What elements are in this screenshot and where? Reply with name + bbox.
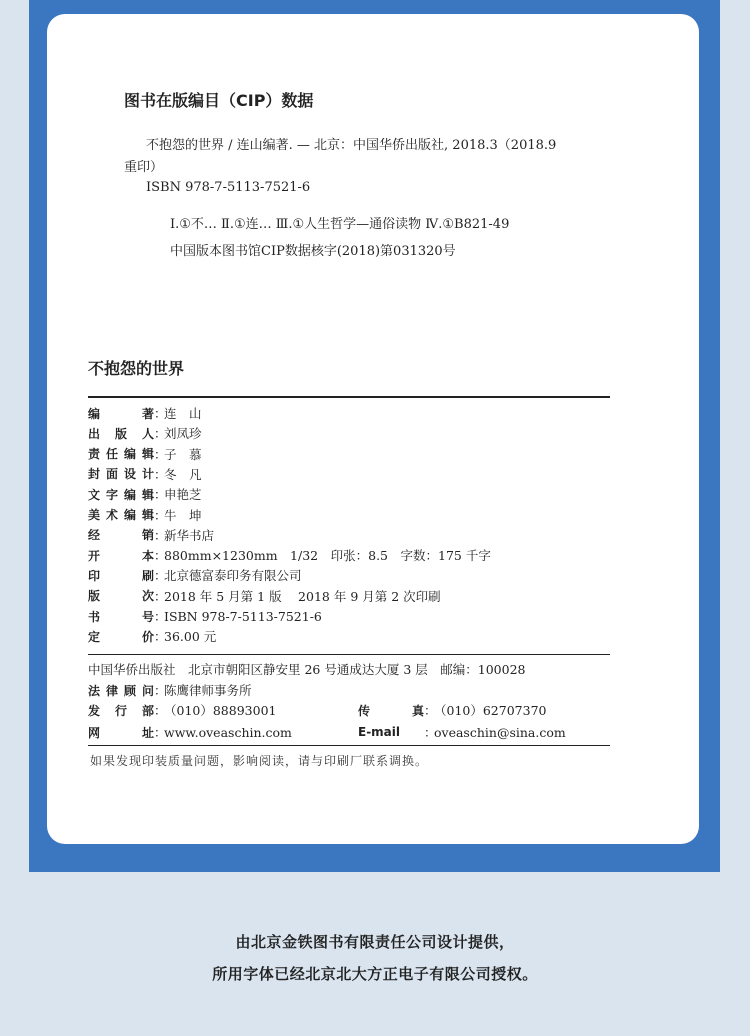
- detail-row: 经销 ： 新华书店: [88, 527, 215, 543]
- detail-row: 书号 ： ISBN 978-7-5113-7521-6: [88, 608, 322, 624]
- legal-row: 法律顾问 ： 陈鹰律师事务所: [88, 683, 252, 698]
- divider: [88, 396, 610, 398]
- detail-row: 出版人 ： 刘凤珍: [88, 426, 202, 442]
- legal-value: 陈鹰律师事务所: [164, 683, 252, 698]
- detail-label: 责任编辑: [88, 447, 154, 462]
- detail-row: 编著 ： 连 山: [88, 406, 202, 421]
- publisher-address: 中国华侨出版社 北京市朝阳区静安里 26 号通成达大厦 3 层 邮编：100028: [88, 662, 526, 677]
- detail-row: 文字编辑 ： 申艳芝: [88, 487, 202, 503]
- detail-row: 版次 ： 2018 年 5 月第 1 版 2018 年 9 月第 2 次印刷: [88, 588, 441, 604]
- detail-value: 申艳芝: [164, 487, 202, 503]
- detail-value: 牛 坤: [164, 507, 202, 523]
- detail-label: 经销: [88, 528, 154, 543]
- detail-label: 印刷: [88, 568, 154, 583]
- footer-line-2: 所用字体已经北京北大方正电子有限公司授权。: [212, 965, 538, 983]
- detail-label: 开本: [88, 548, 154, 563]
- detail-label: 书号: [88, 609, 154, 624]
- book-title: 不抱怨的世界: [88, 359, 185, 378]
- quality-note: 如果发现印装质量问题，影响阅读，请与印刷厂联系调换。: [90, 754, 429, 768]
- detail-label: 出版人: [88, 426, 154, 441]
- web-label: 网 址: [88, 725, 154, 740]
- web-value: www.oveaschin.com: [164, 724, 292, 740]
- detail-value: 北京德富泰印务有限公司: [164, 568, 302, 584]
- cip-library-no: 中国版本图书馆CIP数据核字(2018)第031320号: [170, 244, 456, 259]
- footer-line-1: 由北京金铁图书有限责任公司设计提供，: [235, 933, 515, 951]
- detail-row: 开本 ： 880mm×1230mm 1/32 印张：8.5 字数：175 千字: [88, 548, 491, 564]
- detail-value: 880mm×1230mm 1/32 印张：8.5 字数：175 千字: [164, 548, 491, 564]
- legal-label: 法律顾问: [88, 683, 154, 698]
- fax-row: 传 真 ： （010）62707370: [358, 703, 547, 718]
- divider: [88, 745, 610, 746]
- detail-value: 子 慕: [164, 446, 202, 462]
- detail-label: 文字编辑: [88, 487, 154, 502]
- detail-value: 连 山: [164, 406, 202, 421]
- detail-row: 责任编辑 ： 子 慕: [88, 446, 202, 462]
- detail-label: 美术编辑: [88, 508, 154, 522]
- detail-label: 封面设计: [88, 467, 154, 482]
- detail-label: 编著: [88, 406, 154, 421]
- fax-label: 传 真: [358, 703, 424, 718]
- detail-row: 印刷 ： 北京德富泰印务有限公司: [88, 568, 302, 584]
- detail-row: 封面设计 ： 冬 凡: [88, 466, 202, 482]
- cip-line-1: 不抱怨的世界 / 连山编著. — 北京：中国华侨出版社, 2018.3（2018.9: [146, 138, 557, 153]
- cip-isbn: ISBN 978-7-5113-7521-6: [146, 180, 311, 195]
- web-row: 网 址 ： www.oveaschin.com: [88, 724, 292, 740]
- detail-label: 版次: [88, 589, 154, 604]
- detail-value: ISBN 978-7-5113-7521-6: [164, 608, 322, 624]
- dist-row: 发 行 部 ： （010）88893001: [88, 703, 277, 718]
- detail-value: 刘凤珍: [164, 426, 202, 442]
- email-value: oveaschin@sina.com: [434, 724, 566, 740]
- cip-classification: Ⅰ.①不… Ⅱ.①连… Ⅲ.①人生哲学—通俗读物 Ⅳ.①B821-49: [170, 217, 510, 232]
- cip-heading: 图书在版编目（CIP）数据: [124, 91, 314, 110]
- cip-line-1b: 重印）: [124, 160, 164, 175]
- dist-label: 发 行 部: [88, 703, 154, 718]
- divider: [88, 654, 610, 655]
- email-row: E-mail ： oveaschin@sina.com: [358, 724, 566, 740]
- detail-row: 定价 ： 36.00 元: [88, 629, 217, 645]
- fax-value: （010）62707370: [434, 703, 547, 718]
- detail-row: 美术编辑 ： 牛 坤: [88, 507, 202, 523]
- detail-value: 36.00 元: [164, 629, 217, 645]
- detail-label: 定价: [88, 629, 154, 644]
- detail-value: 冬 凡: [164, 466, 202, 482]
- detail-value: 2018 年 5 月第 1 版 2018 年 9 月第 2 次印刷: [164, 588, 441, 604]
- email-label: E-mail: [358, 725, 401, 739]
- dist-value: （010）88893001: [164, 703, 277, 718]
- detail-value: 新华书店: [164, 527, 215, 543]
